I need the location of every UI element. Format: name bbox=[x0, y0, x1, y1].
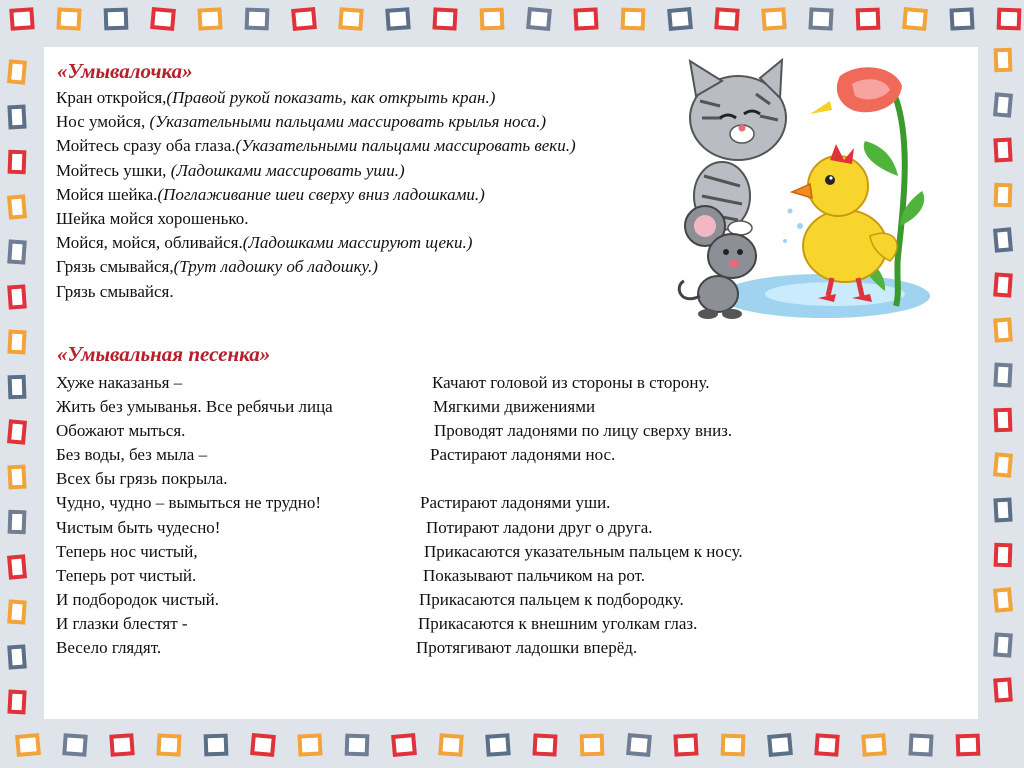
poem-line-text: Грязь смывайся, bbox=[56, 257, 174, 277]
frame-block bbox=[956, 734, 981, 757]
poem-line bbox=[56, 183, 576, 207]
frame-block bbox=[814, 733, 839, 757]
poem-title-umyvalnaya-pesenka: «Умывальная песенка» bbox=[57, 342, 271, 366]
frame-block bbox=[997, 8, 1022, 31]
song-action-line: Прикасаются пальцем к подбородку. bbox=[419, 589, 684, 609]
frame-block bbox=[7, 59, 27, 84]
song-action-line: Прикасаются к внешним уголкам глаз. bbox=[418, 613, 698, 633]
poem-title-umyvalochka: «Умывалочка» bbox=[57, 59, 193, 83]
poem-line-action-note: (Указательными пальцами массировать крылья носа.) bbox=[149, 112, 547, 132]
frame-block bbox=[7, 690, 26, 715]
song-action-line: Показывают пальчиком на рот. bbox=[423, 565, 645, 585]
frame-block bbox=[767, 733, 793, 757]
song-verse-line: И глазки блестят - bbox=[56, 613, 188, 633]
frame-block bbox=[7, 194, 27, 219]
frame-block bbox=[761, 7, 786, 31]
poem-line bbox=[56, 280, 576, 304]
poem-line bbox=[56, 134, 576, 158]
frame-block bbox=[7, 330, 26, 355]
frame-block bbox=[8, 150, 27, 175]
washing-animals-illustration bbox=[660, 56, 930, 326]
song-action-line: Проводят ладонями по лицу сверху вниз. bbox=[434, 421, 733, 441]
frame-block bbox=[949, 7, 974, 30]
song-action-line bbox=[0, 467, 743, 491]
poem-line-action-note: (Трут ладошку об ладошку.) bbox=[173, 257, 378, 277]
frame-block bbox=[104, 8, 129, 31]
poem-line bbox=[56, 255, 576, 279]
poem-line-action-note: (Ладошками массировать уши.) bbox=[170, 160, 405, 180]
song-verse-line: Теперь нос чистый, bbox=[56, 541, 198, 561]
frame-block bbox=[667, 7, 693, 31]
frame-block bbox=[250, 733, 276, 757]
frame-block bbox=[994, 408, 1013, 433]
frame-block bbox=[993, 632, 1013, 657]
frame-block bbox=[573, 7, 598, 30]
frame-block bbox=[391, 733, 417, 757]
frame-block bbox=[62, 733, 87, 757]
frame-block bbox=[291, 7, 317, 31]
frame-block bbox=[532, 733, 557, 756]
song-verse-line: Обожают мыться. bbox=[56, 421, 186, 441]
frame-block bbox=[626, 733, 652, 757]
song-verse-line: Чудно, чудно – вымыться не трудно! bbox=[56, 493, 322, 513]
frame-block bbox=[580, 734, 605, 757]
poem-line-text: Шейка мойся хорошенько. bbox=[56, 208, 249, 228]
poem-line bbox=[56, 159, 576, 183]
frame-block bbox=[673, 733, 698, 756]
frame-block bbox=[338, 7, 363, 31]
song-action-line: Качают головой из стороны в сторону. bbox=[432, 373, 710, 392]
frame-block bbox=[480, 8, 505, 31]
frame-block bbox=[156, 733, 181, 756]
frame-block bbox=[994, 48, 1013, 73]
poem-line-text: Нос умойся, bbox=[56, 112, 150, 132]
song-verse-line: Без воды, без мыла – bbox=[56, 445, 208, 465]
frame-block bbox=[150, 7, 176, 31]
frame-block bbox=[56, 7, 81, 30]
frame-block bbox=[856, 8, 881, 31]
frame-block bbox=[808, 7, 833, 30]
poem-line-action-note: (Правой рукой показать, как открыть кран.) bbox=[166, 88, 496, 107]
poem-line-text: Кран откройся, bbox=[56, 88, 167, 107]
song-verse-line: И подбородок чистый. bbox=[56, 589, 219, 609]
poem-line-text: Грязь смывайся. bbox=[56, 281, 174, 301]
frame-block bbox=[109, 733, 134, 757]
song-verse-line: Весело глядят. bbox=[56, 638, 162, 658]
poem-line bbox=[56, 86, 576, 110]
frame-block bbox=[993, 587, 1013, 612]
song-verse-line: Всех бы грязь покрыла. bbox=[56, 469, 228, 489]
frame-block bbox=[7, 239, 27, 264]
song-verse-line: Теперь рот чистый. bbox=[56, 565, 197, 585]
song-action-line: Протягивают ладошки вперёд. bbox=[416, 638, 638, 658]
frame-block bbox=[714, 7, 739, 31]
song-action-line: Растирают ладонями уши. bbox=[420, 493, 611, 513]
frame-block bbox=[993, 138, 1012, 163]
frame-block bbox=[526, 7, 552, 31]
song-actions bbox=[0, 371, 743, 660]
poem-line bbox=[56, 207, 576, 231]
frame-block bbox=[993, 498, 1012, 523]
frame-block bbox=[993, 317, 1013, 342]
song-verse-line: Жить без умыванья. Все ребячьи лица bbox=[56, 397, 333, 417]
poem-line-text: Мойтесь ушки, bbox=[56, 160, 171, 180]
frame-block bbox=[861, 733, 886, 757]
poem-line bbox=[56, 231, 576, 255]
song-verse-line: Чистым быть чудесно! bbox=[56, 517, 221, 537]
frame-block bbox=[902, 7, 928, 31]
frame-block bbox=[345, 734, 370, 757]
frame-block bbox=[245, 8, 270, 31]
song-verse-line: Хуже наказанья – bbox=[56, 373, 183, 392]
frame-block bbox=[994, 183, 1013, 208]
poem-line-action-note: (Ладошками массируют щеки.) bbox=[242, 233, 473, 253]
frame-block bbox=[15, 733, 41, 757]
frame-block bbox=[7, 105, 26, 130]
frame-block bbox=[993, 677, 1013, 702]
poem-line-action-note: (Поглаживание шеи сверху вниз ладошками.) bbox=[157, 184, 485, 204]
poem-line-text: Мойся, мойся, обливайся. bbox=[56, 233, 243, 253]
frame-block bbox=[385, 7, 410, 31]
poem-umyvalochka bbox=[56, 86, 576, 304]
frame-block bbox=[993, 92, 1013, 117]
song-action-line: Потирают ладони друг о друга. bbox=[426, 517, 653, 537]
frame-block bbox=[204, 734, 229, 757]
frame-block bbox=[621, 8, 646, 31]
poem-line-action-note: (Указательными пальцами массировать веки.) bbox=[235, 136, 576, 156]
frame-block bbox=[7, 284, 27, 309]
frame-block bbox=[197, 7, 222, 30]
frame-block bbox=[297, 733, 322, 756]
frame-block bbox=[993, 227, 1013, 252]
frame-block bbox=[908, 733, 933, 756]
song-action-line: Мягкими движениями bbox=[433, 397, 596, 417]
song-action-line: Прикасаются указательным пальцем к носу. bbox=[424, 541, 743, 561]
poem-line bbox=[56, 110, 576, 134]
frame-block bbox=[438, 733, 463, 757]
frame-block bbox=[994, 543, 1013, 568]
frame-block bbox=[432, 7, 457, 30]
frame-block bbox=[9, 7, 34, 31]
poem-line-text: Мойся шейка. bbox=[56, 184, 158, 204]
frame-block bbox=[993, 272, 1013, 297]
frame-block bbox=[993, 363, 1012, 388]
frame-block bbox=[993, 452, 1013, 477]
song-action-line: Растирают ладонями нос. bbox=[430, 445, 616, 465]
poem-line-text: Мойтесь сразу оба глаза. bbox=[56, 136, 236, 156]
frame-block bbox=[485, 733, 510, 757]
frame-block bbox=[721, 734, 746, 757]
